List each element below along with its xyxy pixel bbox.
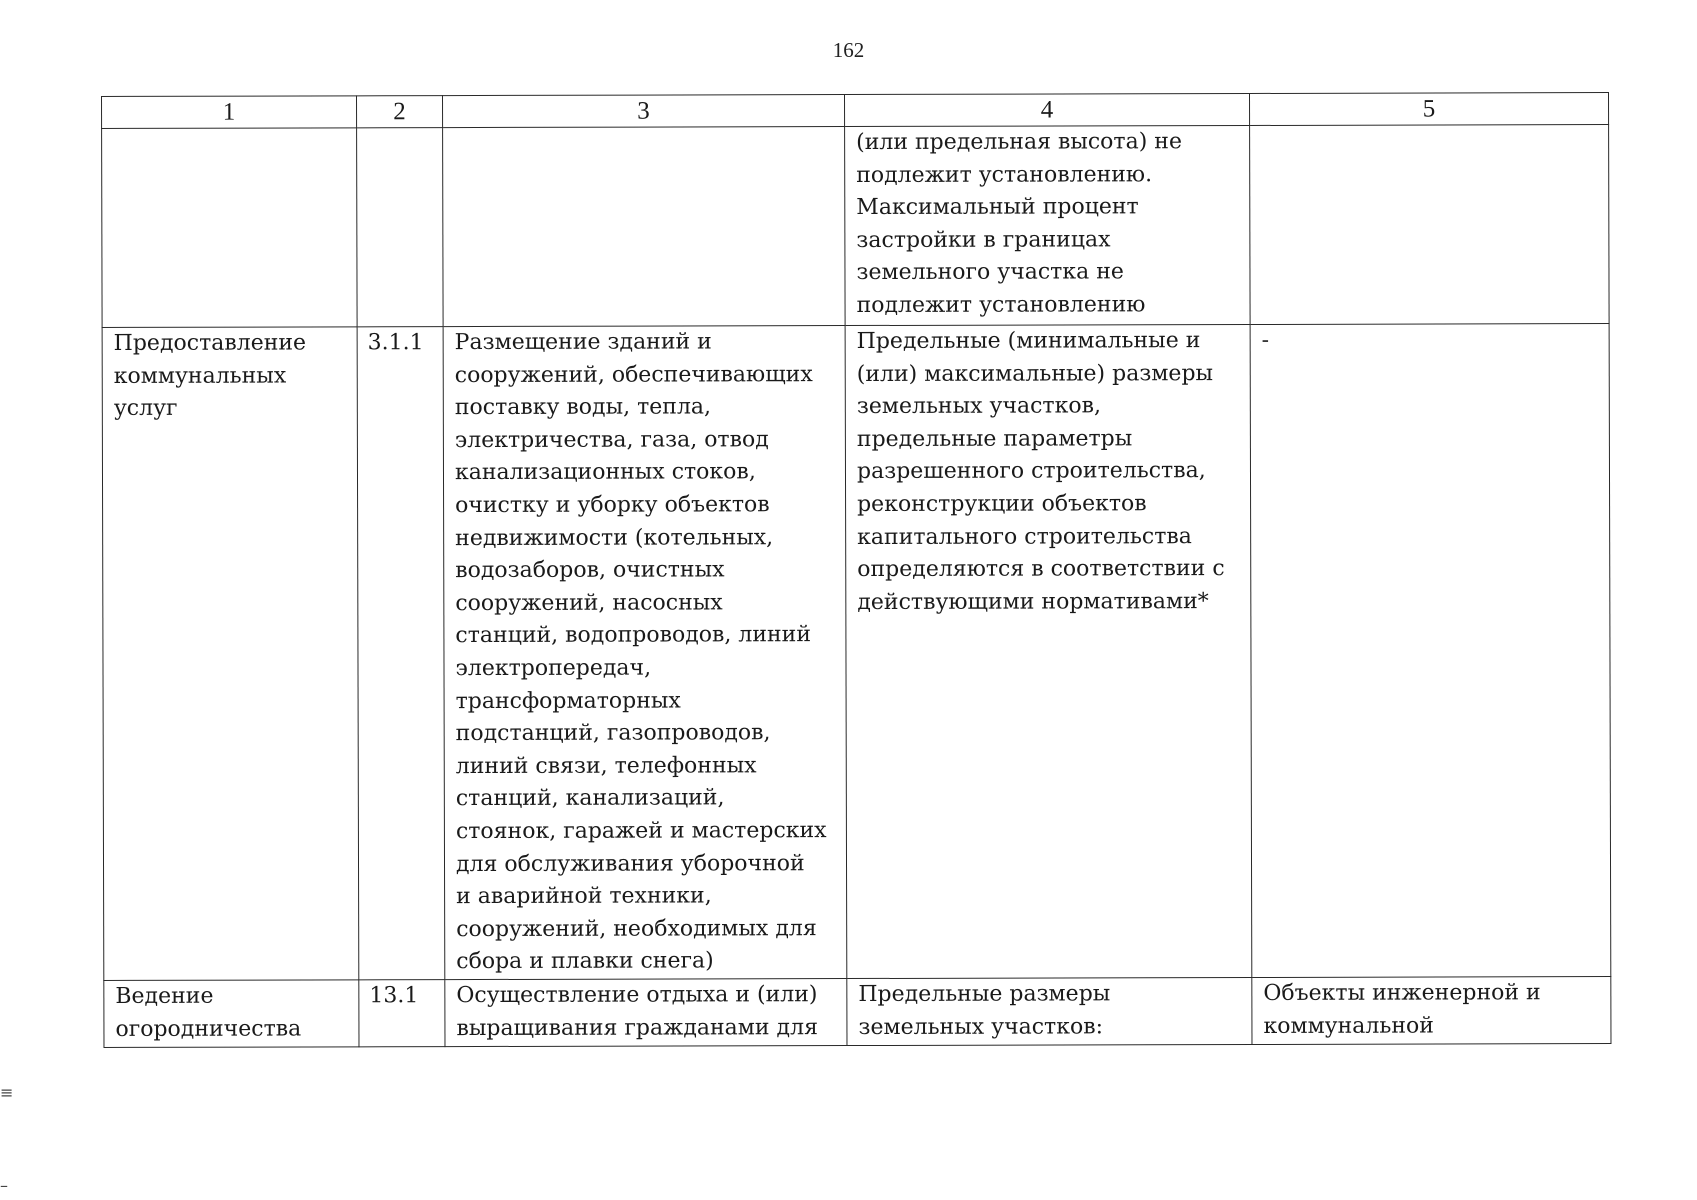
- table-row-continuation: [102, 125, 1610, 328]
- cell-restrictions: Объекты инженерной и коммунальной: [1252, 977, 1611, 1045]
- table-row-utility-services: [102, 324, 1611, 981]
- cell-land-use-name: [102, 128, 358, 328]
- cell-description: [443, 127, 846, 327]
- cell-description: Размещение зданий и сооружений, обеспечивающих поставку воды, тепла, электричества, газа, отвод канализационных стоков, очистку и уборку объектов недвижимости (котельных, водозаборов, очистных сооружений, насосных станций, водопроводов, линий электропередач, трансформаторных подстанций, газопроводов, линий связи, телефонных станций, канализаций, стоянок, гаражей и мастерских для обслуживания уборочной и аварийной техники, сооружений, необходимых для сбора и плавки снега): [443, 326, 847, 980]
- column-header-5: 5: [1249, 93, 1608, 126]
- scan-margin-mark: –: [0, 1176, 8, 1195]
- cell-parameters: Предельные (минимальные и (или) максимальные) размеры земельных участков, предельные параметры разрешенного строительства, реконструкции объектов капитального строительства определяются в соответствии с действующими нормативами*: [845, 324, 1252, 978]
- column-header-4: 4: [844, 93, 1249, 126]
- table-header-row: [102, 93, 1609, 129]
- zoning-regulations-table: [101, 92, 1611, 1048]
- column-header-2: 2: [357, 96, 443, 128]
- cell-restrictions: -: [1250, 324, 1611, 978]
- table-row-gardening: [104, 977, 1611, 1048]
- cell-land-use-code: 13.1: [359, 980, 445, 1047]
- cell-parameters: (или предельная высота) не подлежит установлению. Максимальный процент застройки в границах земельного участка не подлежит установлению: [845, 125, 1251, 325]
- cell-land-use-code: 3.1.1: [357, 327, 445, 980]
- scan-margin-mark: ≡: [0, 1083, 14, 1102]
- page-number: 162: [832, 38, 865, 62]
- column-header-3: 3: [443, 95, 845, 128]
- cell-description: Осуществление отдыха и (или) выращивания гражданами для: [445, 979, 847, 1047]
- cell-restrictions: [1250, 125, 1610, 325]
- cell-land-use-name: Предоставление коммунальных услуг: [102, 327, 359, 981]
- column-header-1: 1: [102, 96, 357, 129]
- cell-land-use-name: Ведение огородничества: [104, 980, 359, 1048]
- cell-parameters: Предельные размеры земельных участков:: [847, 977, 1252, 1045]
- cell-land-use-code: [357, 128, 444, 327]
